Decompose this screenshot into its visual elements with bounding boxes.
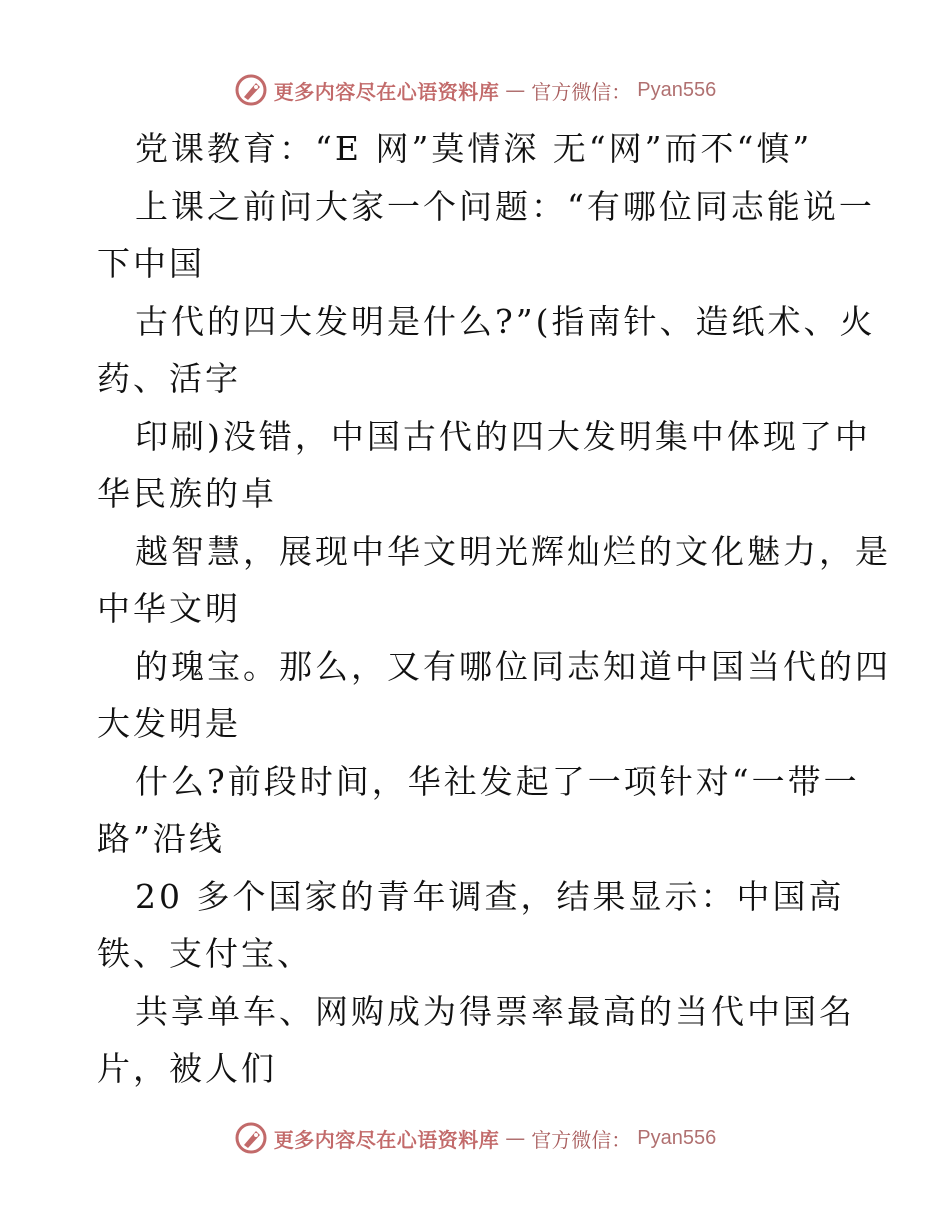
text-line: 铁、支付宝、: [97, 934, 313, 973]
banner-separator: —: [505, 78, 526, 102]
text-line: 片，被人们: [97, 1049, 277, 1088]
text-line: 路”沿线: [97, 819, 225, 858]
text-line: 古代的四大发明是什么?”(指南针、造纸术、火: [135, 301, 876, 341]
banner-wechat-label: 官方微信：: [531, 79, 632, 104]
text-line: 大发明是: [97, 704, 241, 743]
text-line: 20 多个国家的青年调查，结果显示：中国高: [135, 876, 845, 916]
text-line: 什么?前段时间，华社发起了一项针对“一带一: [135, 761, 860, 801]
header-banner-content: [234, 73, 716, 107]
text-line: 华民族的卓: [97, 474, 277, 513]
text-line: 中华文明: [97, 589, 241, 628]
footer-banner: [0, 1118, 950, 1158]
text-line: 下中国: [97, 244, 205, 283]
text-line: 药、活字: [97, 359, 241, 398]
document-body: [97, 120, 891, 1098]
text-line: 共享单车、网购成为得票率最高的当代中国名: [135, 991, 855, 1031]
pen-nib-circle-icon: [234, 73, 268, 107]
banner-slogan: 更多内容尽在心语资料库: [273, 79, 500, 104]
document-title: 党课教育：“E 网”莫情深 无“网”而不“慎”: [135, 129, 813, 168]
text-line: 印刷)没错，中国古代的四大发明集中体现了中: [135, 416, 871, 456]
banner-wechat-id: Pyan556: [637, 1126, 717, 1149]
text-line: 上课之前问大家一个问题：“有哪位同志能说一: [135, 186, 875, 226]
banner-wechat-label: 官方微信：: [531, 1127, 632, 1152]
banner-separator: —: [505, 1126, 526, 1150]
banner-wechat-id: Pyan556: [637, 78, 717, 101]
footer-banner-content: [234, 1121, 716, 1155]
text-line: 越智慧，展现中华文明光辉灿烂的文化魅力，是: [135, 531, 891, 571]
banner-slogan: 更多内容尽在心语资料库: [273, 1127, 500, 1152]
text-line: 的瑰宝。那么，又有哪位同志知道中国当代的四: [135, 646, 891, 686]
pen-nib-circle-icon: [234, 1121, 268, 1155]
header-banner: [0, 70, 950, 110]
